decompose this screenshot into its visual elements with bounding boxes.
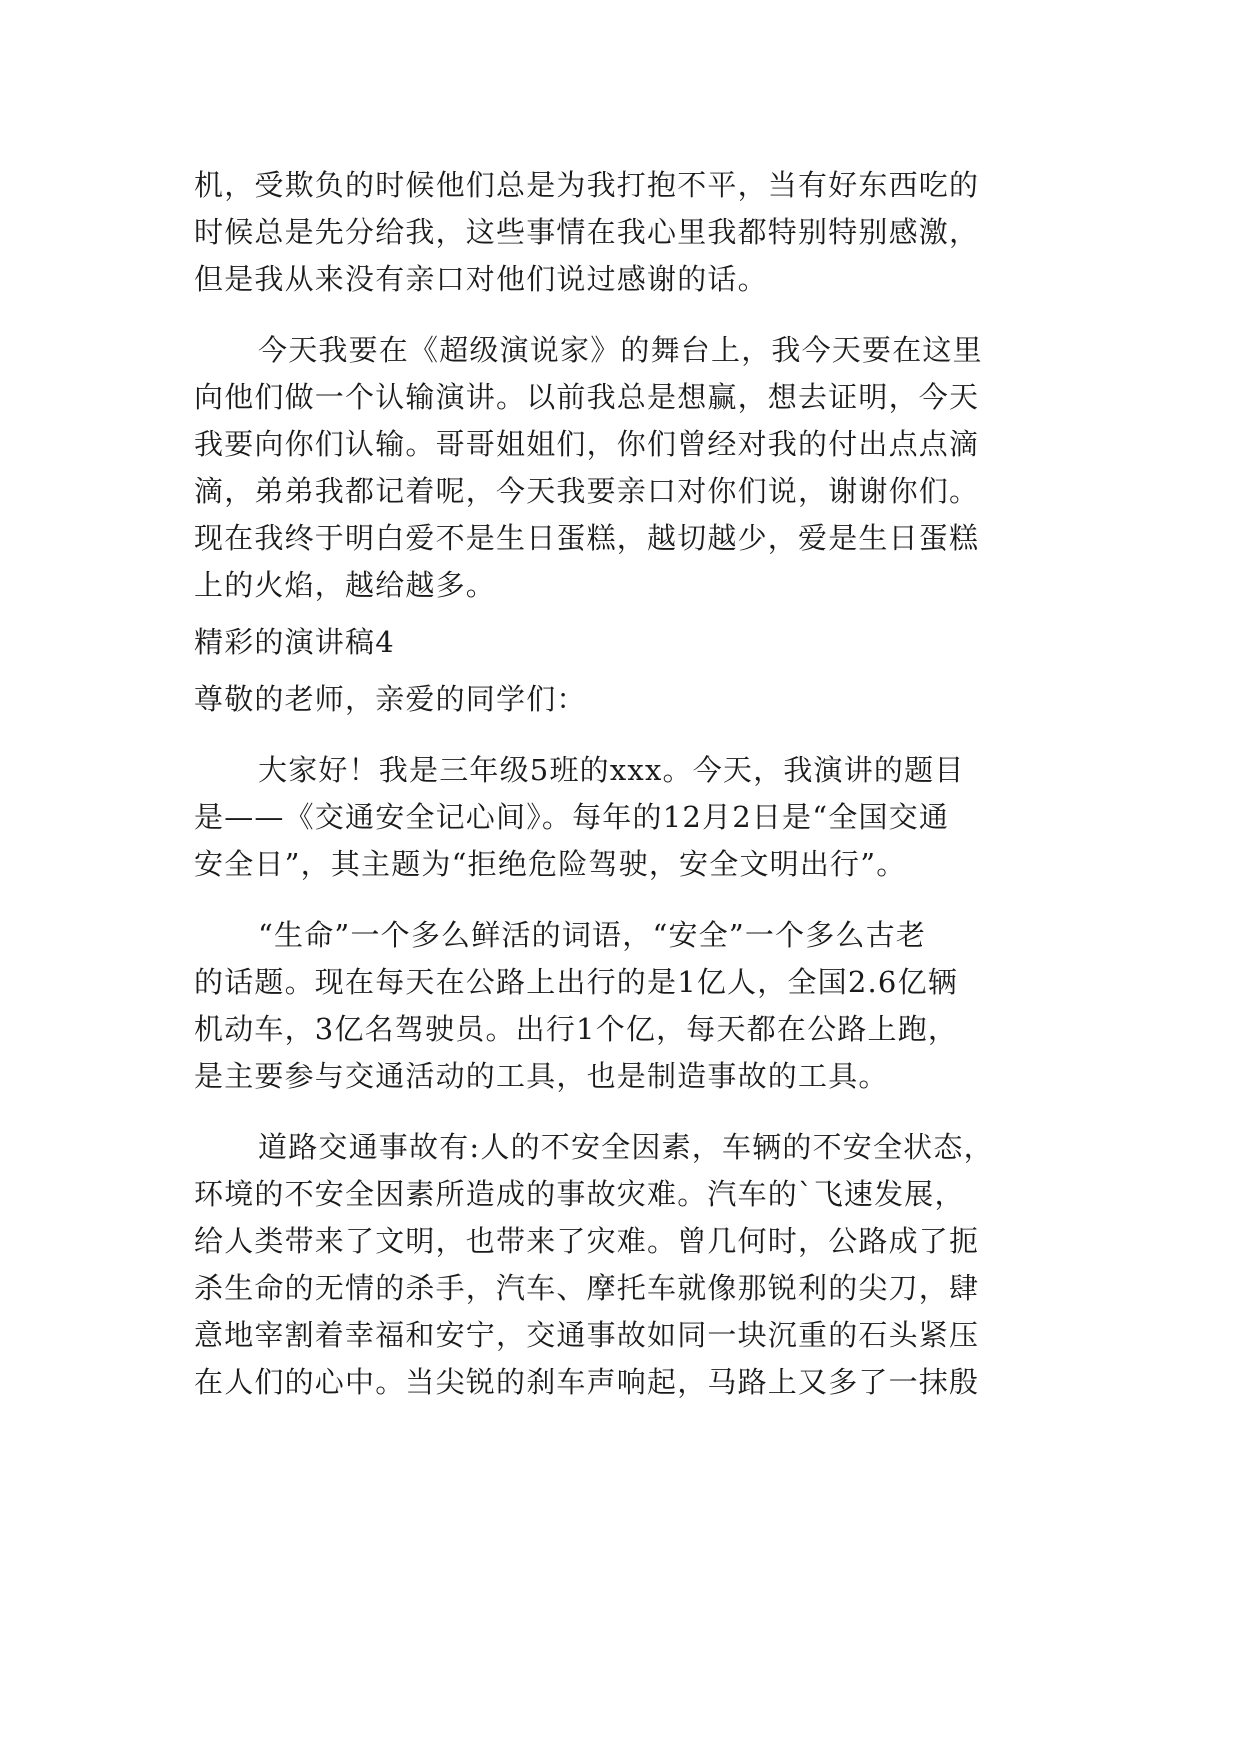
paragraph bbox=[194, 747, 1074, 888]
text-line: 杀生命的无情的杀手，汽车、摩托车就像那锐利的尖刀，肆 bbox=[194, 1271, 980, 1305]
text-line: 环境的不安全因素所造成的事故灾难。汽车的`飞速发展， bbox=[194, 1177, 965, 1211]
text-line: “生命”一个多么鲜活的词语，“安全”一个多么古老 bbox=[258, 918, 927, 952]
text-line: 现在我终于明白爱不是生日蛋糕，越切越少，爱是生日蛋糕 bbox=[194, 521, 980, 555]
text-line: 今天我要在《超级演说家》的舞台上，我今天要在这里 bbox=[258, 333, 983, 367]
text-line: 向他们做一个认输演讲。以前我总是想赢，想去证明，今天 bbox=[194, 380, 980, 414]
text-line: 给人类带来了文明，也带来了灾难。曾几何时，公路成了扼 bbox=[194, 1224, 980, 1258]
text-line: 时候总是先分给我，这些事情在我心里我都特别特别感激， bbox=[194, 215, 980, 249]
salutation: 尊敬的老师，亲爱的同学们： bbox=[194, 682, 587, 716]
text-line: 机，受欺负的时候他们总是为我打抱不平，当有好东西吃的 bbox=[194, 168, 980, 202]
text-line: 机动车，3亿名驾驶员。出行1个亿，每天都在公路上跑， bbox=[194, 1012, 959, 1046]
section-heading: 精彩的演讲稿4 bbox=[194, 625, 395, 659]
text-line: 但是我从来没有亲口对他们说过感谢的话。 bbox=[194, 262, 768, 296]
text-line: 是——《交通安全记心间》。每年的12月2日是“全国交通 bbox=[194, 800, 950, 834]
paragraph-continuation bbox=[194, 162, 1074, 303]
text-line: 安全日”，其主题为“拒绝危险驾驶，安全文明出行”。 bbox=[194, 847, 907, 881]
text-line: 在人们的心中。当尖锐的刹车声响起，马路上又多了一抹殷 bbox=[194, 1365, 980, 1399]
text-line: 大家好！我是三年级5班的xxx。今天，我演讲的题目 bbox=[258, 753, 965, 787]
text-line: 的话题。现在每天在公路上出行的是1亿人，全国2.6亿辆 bbox=[194, 965, 958, 999]
paragraph bbox=[194, 327, 1074, 609]
document-body bbox=[194, 162, 1074, 1406]
text-line: 意地宰割着幸福和安宁，交通事故如同一块沉重的石头紧压 bbox=[194, 1318, 980, 1352]
text-line: 道路交通事故有:人的不安全因素，车辆的不安全状态， bbox=[258, 1130, 994, 1164]
text-line: 滴，弟弟我都记着呢，今天我要亲口对你们说，谢谢你们。 bbox=[194, 474, 980, 508]
text-line: 上的火焰，越给越多。 bbox=[194, 568, 497, 602]
paragraph bbox=[194, 912, 1074, 1100]
text-line: 我要向你们认输。哥哥姐姐们，你们曾经对我的付出点点滴 bbox=[194, 427, 980, 461]
text-line: 是主要参与交通活动的工具，也是制造事故的工具。 bbox=[194, 1059, 889, 1093]
paragraph bbox=[194, 1124, 1074, 1406]
